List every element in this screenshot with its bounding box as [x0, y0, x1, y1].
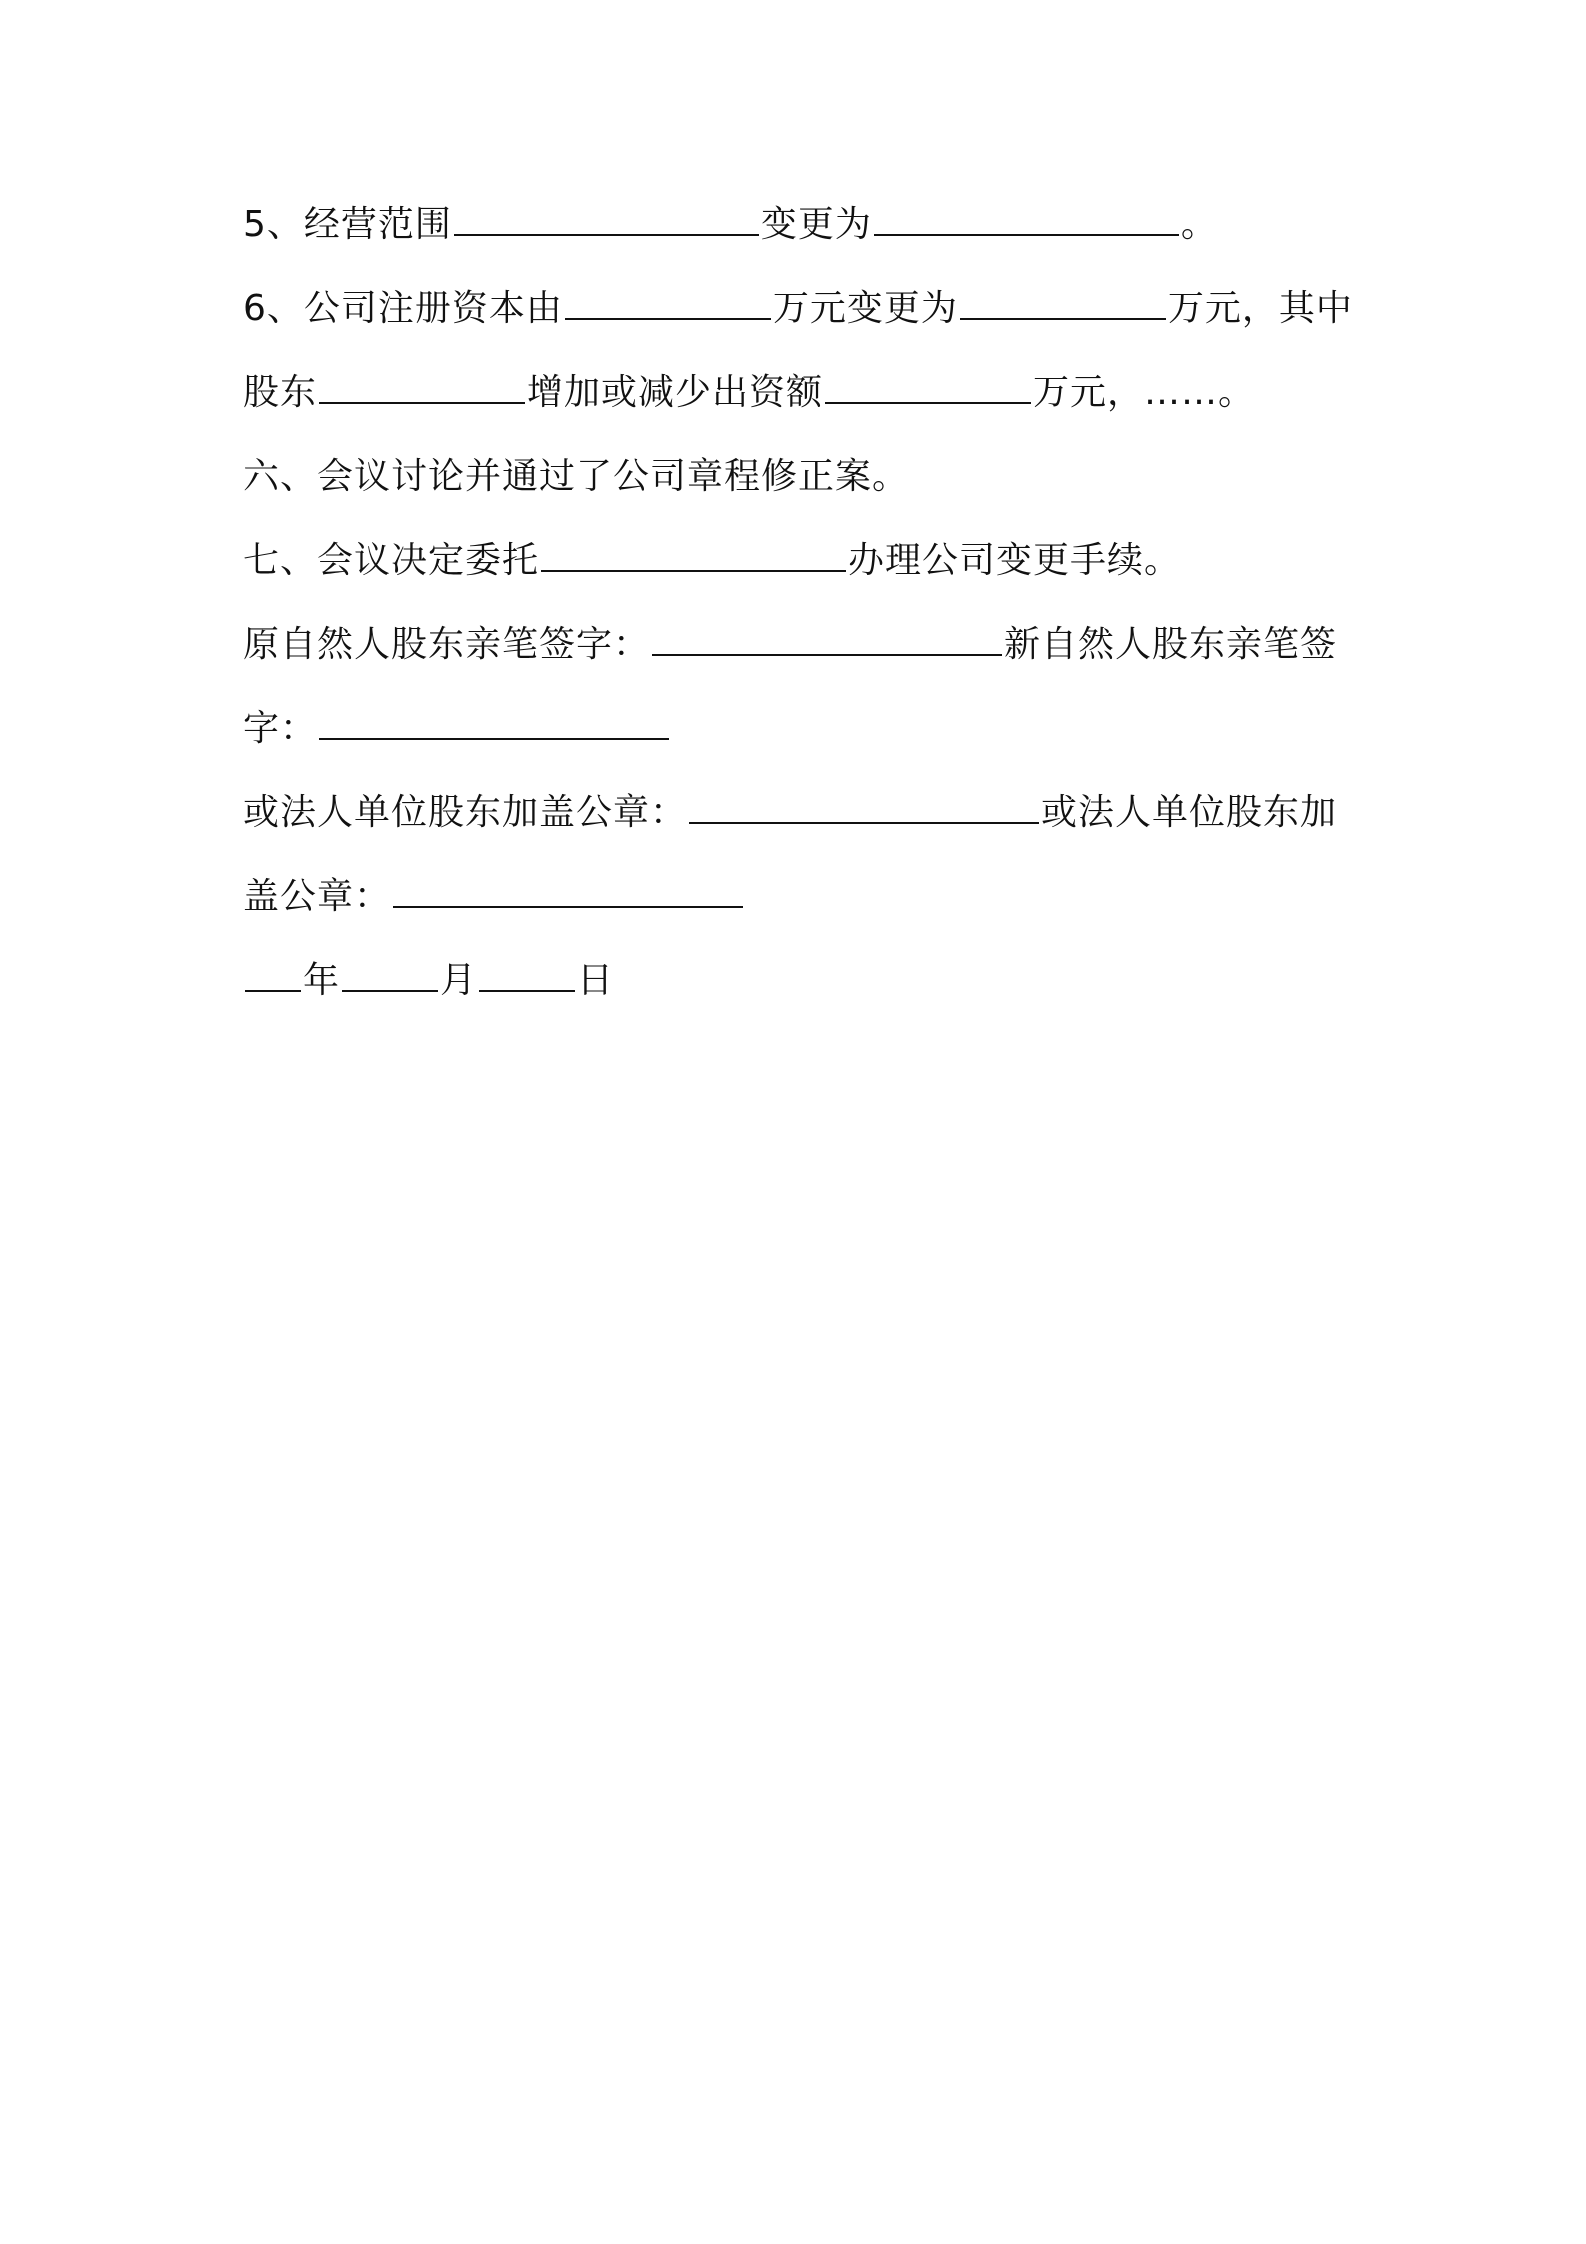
natural-signature-line1	[243, 615, 1363, 675]
legal-seal-line1	[243, 783, 1363, 843]
item6-line1	[243, 279, 1363, 339]
capital-old-blank	[565, 288, 771, 320]
item6-line2-prefix: 股东	[243, 372, 318, 413]
item5-end: 。	[1180, 204, 1218, 245]
item5-mid: 变更为	[760, 204, 872, 245]
legal-seal-line2	[243, 867, 1363, 927]
year-label: 年	[303, 960, 341, 1001]
section7-line	[243, 531, 1363, 591]
item6-line2-end: 万元，……。	[1033, 372, 1256, 413]
natural-new-label: 新自然人股东亲笔签	[1004, 624, 1338, 665]
natural-new-label-cont: 字：	[243, 708, 318, 749]
contribution-change-blank	[825, 372, 1031, 404]
day-label: 日	[577, 960, 615, 1001]
month-blank	[342, 960, 438, 992]
item5-line	[243, 195, 1363, 255]
business-scope-old-blank	[454, 204, 759, 236]
date-line	[243, 951, 1363, 1011]
section7-prefix: 七、会议决定委托	[243, 540, 540, 581]
legal-new-label: 或法人单位股东加	[1041, 792, 1338, 833]
section7-end: 办理公司变更手续。	[848, 540, 1182, 581]
natural-old-label: 原自然人股东亲笔签字：	[243, 624, 651, 665]
item6-line1-mid: 万元变更为	[772, 288, 958, 329]
legal-new-label-cont: 盖公章：	[243, 876, 392, 917]
natural-old-signature-blank	[652, 624, 1002, 656]
natural-new-signature-blank	[319, 708, 669, 740]
section6-text: 六、会议讨论并通过了公司章程修正案。	[243, 456, 910, 497]
capital-new-blank	[960, 288, 1166, 320]
month-label: 月	[440, 960, 478, 1001]
item5-prefix: 5、经营范围	[243, 204, 452, 245]
legal-new-seal-blank	[393, 876, 743, 908]
legal-old-seal-blank	[689, 792, 1039, 824]
item6-line1-end: 万元，其中	[1167, 288, 1353, 329]
year-blank	[245, 960, 301, 992]
legal-old-label: 或法人单位股东加盖公章：	[243, 792, 688, 833]
shareholder-name-blank	[319, 372, 525, 404]
section6-line	[243, 447, 1363, 507]
natural-signature-line2	[243, 699, 1363, 759]
delegate-name-blank	[541, 540, 846, 572]
business-scope-new-blank	[874, 204, 1179, 236]
item6-line2	[243, 363, 1363, 423]
item6-line2-mid: 增加或减少出资额	[527, 372, 824, 413]
item6-line1-prefix: 6、公司注册资本由	[243, 288, 563, 329]
day-blank	[479, 960, 575, 992]
